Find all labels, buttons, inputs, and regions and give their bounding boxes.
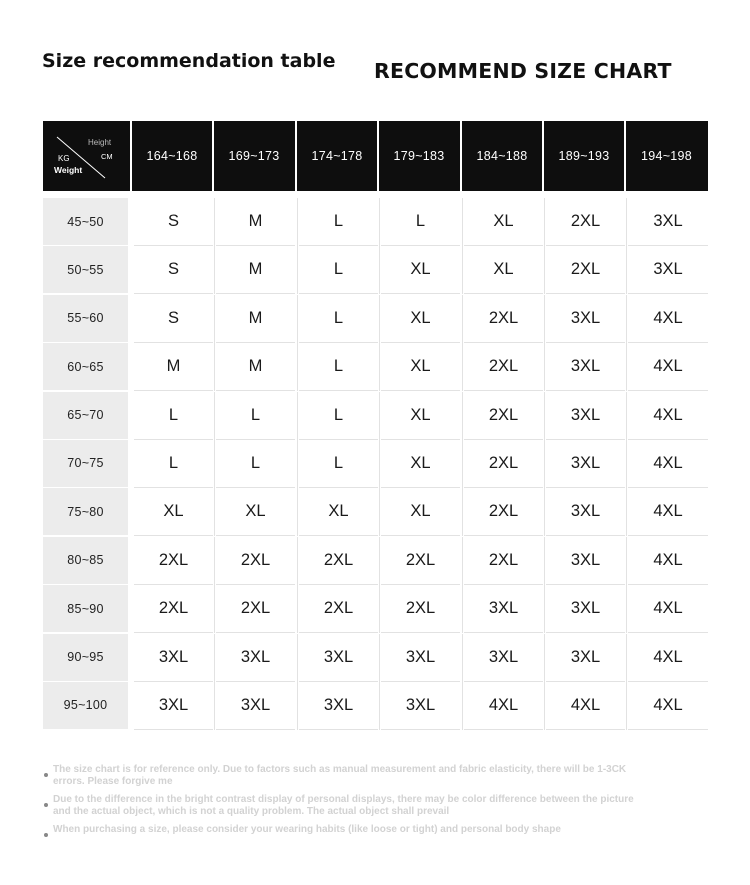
weight-cell: 75~80 <box>43 488 128 535</box>
column-divider <box>626 585 627 633</box>
size-cell: 3XL <box>546 440 625 488</box>
size-cell: XL <box>381 295 460 343</box>
table-header <box>43 121 708 191</box>
size-cell: 3XL <box>299 634 378 682</box>
size-cell: 4XL <box>628 682 708 730</box>
column-divider <box>544 585 545 633</box>
size-cell: 3XL <box>546 392 625 440</box>
size-cell: 3XL <box>216 682 295 730</box>
size-cell: M <box>216 198 295 246</box>
size-cell: XL <box>381 343 460 391</box>
table-row <box>43 537 708 585</box>
column-divider <box>544 295 545 343</box>
size-cell: 3XL <box>628 198 708 246</box>
column-divider <box>626 246 627 294</box>
weight-cell: 70~75 <box>43 440 128 487</box>
column-divider <box>379 488 380 536</box>
size-cell: 2XL <box>464 488 543 536</box>
size-cell: XL <box>134 488 213 536</box>
size-cell: 2XL <box>546 246 625 294</box>
size-cell: 2XL <box>381 585 460 633</box>
size-cell: XL <box>381 488 460 536</box>
size-cell: 2XL <box>299 537 378 585</box>
weight-cell: 65~70 <box>43 392 128 439</box>
column-divider <box>544 198 545 246</box>
column-divider <box>214 488 215 536</box>
size-cell: L <box>299 440 378 488</box>
column-divider <box>462 295 463 343</box>
size-cell: 4XL <box>628 585 708 633</box>
note-item: When purchasing a size, please consider your wearing habits (like loose or tight) and personal body shape <box>44 824 654 836</box>
size-cell: 2XL <box>134 585 213 633</box>
size-cell: 3XL <box>134 634 213 682</box>
title-right: RECOMMEND SIZE CHART <box>374 59 672 83</box>
column-divider <box>544 440 545 488</box>
size-cell: 3XL <box>216 634 295 682</box>
column-divider <box>462 682 463 730</box>
column-divider <box>462 585 463 633</box>
size-cell: 4XL <box>628 488 708 536</box>
size-cell: 4XL <box>628 295 708 343</box>
column-divider <box>214 392 215 440</box>
column-divider <box>214 198 215 246</box>
column-divider <box>462 198 463 246</box>
column-divider <box>626 392 627 440</box>
kg-label: KG <box>58 154 70 163</box>
size-cell: 2XL <box>381 537 460 585</box>
size-cell: 2XL <box>464 537 543 585</box>
column-divider <box>462 440 463 488</box>
diagonal-divider-icon <box>43 121 131 191</box>
table-row <box>43 295 708 343</box>
column-divider <box>626 343 627 391</box>
table-row <box>43 488 708 536</box>
size-cell: L <box>299 295 378 343</box>
height-column-header: 164~168 <box>146 149 198 163</box>
size-cell: L <box>381 198 460 246</box>
column-divider <box>379 682 380 730</box>
weight-label: Weight <box>54 165 83 175</box>
size-cell: XL <box>381 440 460 488</box>
height-column-header: 189~193 <box>558 149 610 163</box>
size-cell: XL <box>216 488 295 536</box>
weight-cell: 60~65 <box>43 343 128 390</box>
size-cell: S <box>134 246 213 294</box>
column-divider <box>297 295 298 343</box>
column-divider <box>379 634 380 682</box>
size-cell: S <box>134 295 213 343</box>
column-divider <box>544 246 545 294</box>
size-cell: 4XL <box>546 682 625 730</box>
size-cell: 3XL <box>381 682 460 730</box>
height-label: Height <box>88 138 112 147</box>
size-cell: 2XL <box>299 585 378 633</box>
height-column-header: 194~198 <box>640 149 693 163</box>
column-divider <box>214 246 215 294</box>
table-row <box>43 440 708 488</box>
column-divider <box>297 585 298 633</box>
column-divider <box>214 343 215 391</box>
size-cell: M <box>216 246 295 294</box>
size-cell: L <box>299 392 378 440</box>
size-cell: 2XL <box>464 295 543 343</box>
column-divider <box>214 295 215 343</box>
weight-cell: 45~50 <box>43 198 128 245</box>
column-divider <box>379 295 380 343</box>
column-divider <box>544 343 545 391</box>
size-cell: 3XL <box>546 585 625 633</box>
table-row <box>43 392 708 440</box>
size-cell: M <box>216 343 295 391</box>
column-divider <box>297 682 298 730</box>
column-divider <box>462 246 463 294</box>
height-column-header: 169~173 <box>228 149 280 163</box>
size-cell: 3XL <box>546 295 625 343</box>
size-cell: L <box>216 440 295 488</box>
table-row <box>43 682 708 730</box>
size-cell: 4XL <box>464 682 543 730</box>
size-cell: 4XL <box>628 392 708 440</box>
size-cell: L <box>134 440 213 488</box>
column-divider <box>297 537 298 585</box>
corner-cell <box>43 121 131 191</box>
size-cell: XL <box>381 246 460 294</box>
size-cell: 3XL <box>299 682 378 730</box>
column-divider <box>379 392 380 440</box>
column-divider <box>462 537 463 585</box>
column-divider <box>379 246 380 294</box>
note-item: The size chart is for reference only. Due to factors such as manual measurement and fabric elasticity, there will be 1-3CK errors. Please forgive me <box>44 764 654 788</box>
size-cell: 3XL <box>464 585 543 633</box>
size-cell: 2XL <box>216 585 295 633</box>
size-cell: XL <box>464 198 543 246</box>
size-cell: XL <box>381 392 460 440</box>
column-divider <box>626 488 627 536</box>
size-cell: L <box>299 246 378 294</box>
size-cell: 2XL <box>464 343 543 391</box>
size-cell: 3XL <box>546 343 625 391</box>
column-divider <box>214 585 215 633</box>
column-divider <box>379 537 380 585</box>
column-divider <box>297 634 298 682</box>
size-cell: M <box>216 295 295 343</box>
size-cell: S <box>134 198 213 246</box>
column-divider <box>297 488 298 536</box>
table-row <box>43 343 708 391</box>
size-cell: 2XL <box>464 440 543 488</box>
column-divider <box>214 537 215 585</box>
column-divider <box>462 488 463 536</box>
height-column-header: 184~188 <box>476 149 528 163</box>
column-divider <box>214 634 215 682</box>
column-divider <box>626 198 627 246</box>
column-divider <box>297 246 298 294</box>
height-column-header: 174~178 <box>311 149 363 163</box>
column-divider <box>297 343 298 391</box>
size-cell: L <box>216 392 295 440</box>
size-cell: 3XL <box>134 682 213 730</box>
size-table <box>43 198 708 730</box>
size-cell: 4XL <box>628 343 708 391</box>
column-divider <box>626 440 627 488</box>
size-cell: 3XL <box>381 634 460 682</box>
column-divider <box>297 392 298 440</box>
weight-cell: 55~60 <box>43 295 128 342</box>
size-cell: 2XL <box>134 537 213 585</box>
size-cell: M <box>134 343 213 391</box>
column-divider <box>297 198 298 246</box>
size-cell: 2XL <box>464 392 543 440</box>
size-cell: 2XL <box>216 537 295 585</box>
height-column-header: 179~183 <box>393 149 445 163</box>
weight-cell: 95~100 <box>43 682 128 729</box>
size-cell: 3XL <box>628 246 708 294</box>
size-cell: L <box>299 198 378 246</box>
column-divider <box>462 392 463 440</box>
table-row <box>43 246 708 294</box>
size-cell: 3XL <box>464 634 543 682</box>
size-cell: L <box>134 392 213 440</box>
size-cell: 4XL <box>628 440 708 488</box>
column-divider <box>544 537 545 585</box>
column-divider <box>379 343 380 391</box>
column-divider <box>297 440 298 488</box>
size-cell: 3XL <box>546 634 625 682</box>
column-divider <box>544 488 545 536</box>
cm-label: CM <box>101 152 113 161</box>
size-cell: 3XL <box>546 488 625 536</box>
size-cell: 4XL <box>628 537 708 585</box>
column-divider <box>379 585 380 633</box>
table-row <box>43 198 708 246</box>
size-cell: 2XL <box>546 198 625 246</box>
column-divider <box>214 440 215 488</box>
weight-cell: 85~90 <box>43 585 128 632</box>
notes <box>44 764 654 842</box>
table-row <box>43 634 708 682</box>
column-divider <box>462 634 463 682</box>
column-divider <box>626 682 627 730</box>
size-cell: 4XL <box>628 634 708 682</box>
note-item: Due to the difference in the bright contrast display of personal displays, there may be color difference between the picture and the actual object, which is not a quality problem. The actual object shall prevail <box>44 794 654 818</box>
column-divider <box>379 440 380 488</box>
column-divider <box>214 682 215 730</box>
column-divider <box>626 537 627 585</box>
size-cell: XL <box>464 246 543 294</box>
column-divider <box>462 343 463 391</box>
weight-cell: 90~95 <box>43 634 128 681</box>
size-cell: L <box>299 343 378 391</box>
weight-cell: 50~55 <box>43 246 128 293</box>
column-divider <box>379 198 380 246</box>
column-divider <box>544 682 545 730</box>
size-cell: 3XL <box>546 537 625 585</box>
size-cell: XL <box>299 488 378 536</box>
column-divider <box>544 634 545 682</box>
column-divider <box>544 392 545 440</box>
weight-cell: 80~85 <box>43 537 128 584</box>
table-row <box>43 585 708 633</box>
title-left: Size recommendation table <box>42 50 336 72</box>
column-divider <box>626 295 627 343</box>
column-divider <box>626 634 627 682</box>
